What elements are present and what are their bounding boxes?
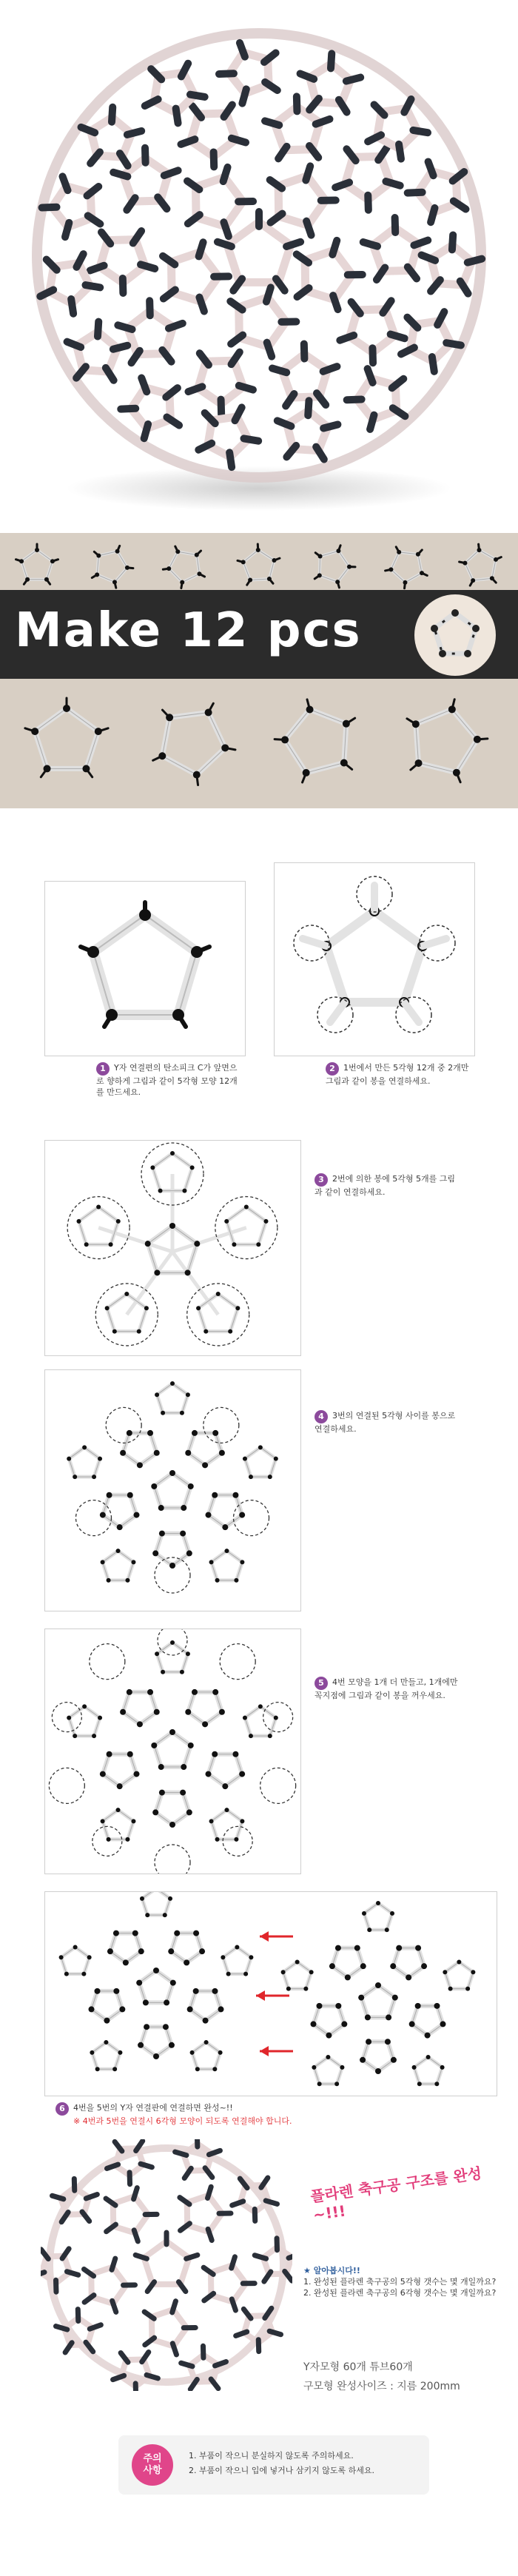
step6-text: 4번을 5번의 Y자 연결판에 연결하면 완성~!! [73,2103,233,2113]
spec-size: 구모형 완성사이즈 : 지름 200mm [303,2381,460,2392]
quiz-block [303,2265,511,2298]
step2-caption [326,1062,474,1087]
step4-number: 4 [314,1410,328,1423]
step3-caption [314,1173,462,1198]
step6-caption [56,2102,470,2127]
spec-block [303,2358,511,2396]
pentagon-circle-thumb [414,594,496,676]
pentagon-strip-bottom [0,679,518,808]
pentagon-strip-top [0,533,518,592]
warning-badge-label: 주의사항 [143,2453,162,2476]
final-slogan: 플라렌 축구공 구조를 완성~!!! [309,2164,483,2224]
warning-line: 1. 부품이 작으니 분실하지 않도록 주의하세요. [189,2451,354,2461]
warning-lines [189,2449,426,2478]
step5-illustration [44,1629,301,1874]
step2-number: 2 [326,1062,339,1076]
quiz-item: 2. 완성된 플라렌 축구공의 6각형 갯수는 몇 개일까요? [303,2288,497,2298]
final-ball-photo [41,2139,292,2391]
step1-text: Y자 연결편의 탄소피크 C가 앞면으로 향하게 그림과 같이 5각형 모양 12개를 만드세요. [96,1063,238,1097]
step4-illustration [44,1369,301,1611]
step1-number: 1 [96,1062,110,1076]
make-banner [0,590,518,679]
quiz-item: 1. 완성된 플라렌 축구공의 5각형 갯수는 몇 개일까요? [303,2277,497,2287]
step4-text: 3번의 연결된 5각형 사이를 봉으로 연결하세요. [314,1411,456,1434]
warning-badge [132,2444,173,2486]
step6-note: ※ 4번과 5번을 연결시 6각형 모양이 되도록 연결해야 합니다. [73,2116,292,2126]
step3-text: 2번에 의한 봉에 5각형 5개를 그림과 같이 연결하세요. [314,1174,455,1197]
banner-title: Make 12 pcs [15,603,362,658]
step4-caption [314,1410,462,1435]
spec-parts: Y자모형 60개 튜브60개 [303,2361,413,2373]
warning-line: 2. 부품이 작으니 입에 넣거나 삼키지 않도록 하세요. [189,2466,374,2475]
warning-box [118,2435,429,2495]
step1-caption [96,1062,244,1098]
step6-number: 6 [56,2102,69,2116]
step5-text: 4번 모양을 1개 더 만들고, 1개에만 꼭지점에 그림과 같이 봉을 꺼우세요. [314,1677,458,1700]
hero-photo [0,0,518,533]
step2-text: 1번에서 만든 5각형 12개 중 2개만 그림과 같이 봉을 연결하세요. [326,1063,469,1086]
step3-illustration [44,1140,301,1356]
step5-number: 5 [314,1677,328,1690]
step5-caption [314,1677,462,1701]
step1-illustration [44,881,246,1056]
quiz-title: ★ 알아봅시다!! [303,2266,360,2275]
step6-illustration [44,1891,497,2096]
step3-number: 3 [314,1173,328,1187]
step2-illustration [274,862,475,1056]
